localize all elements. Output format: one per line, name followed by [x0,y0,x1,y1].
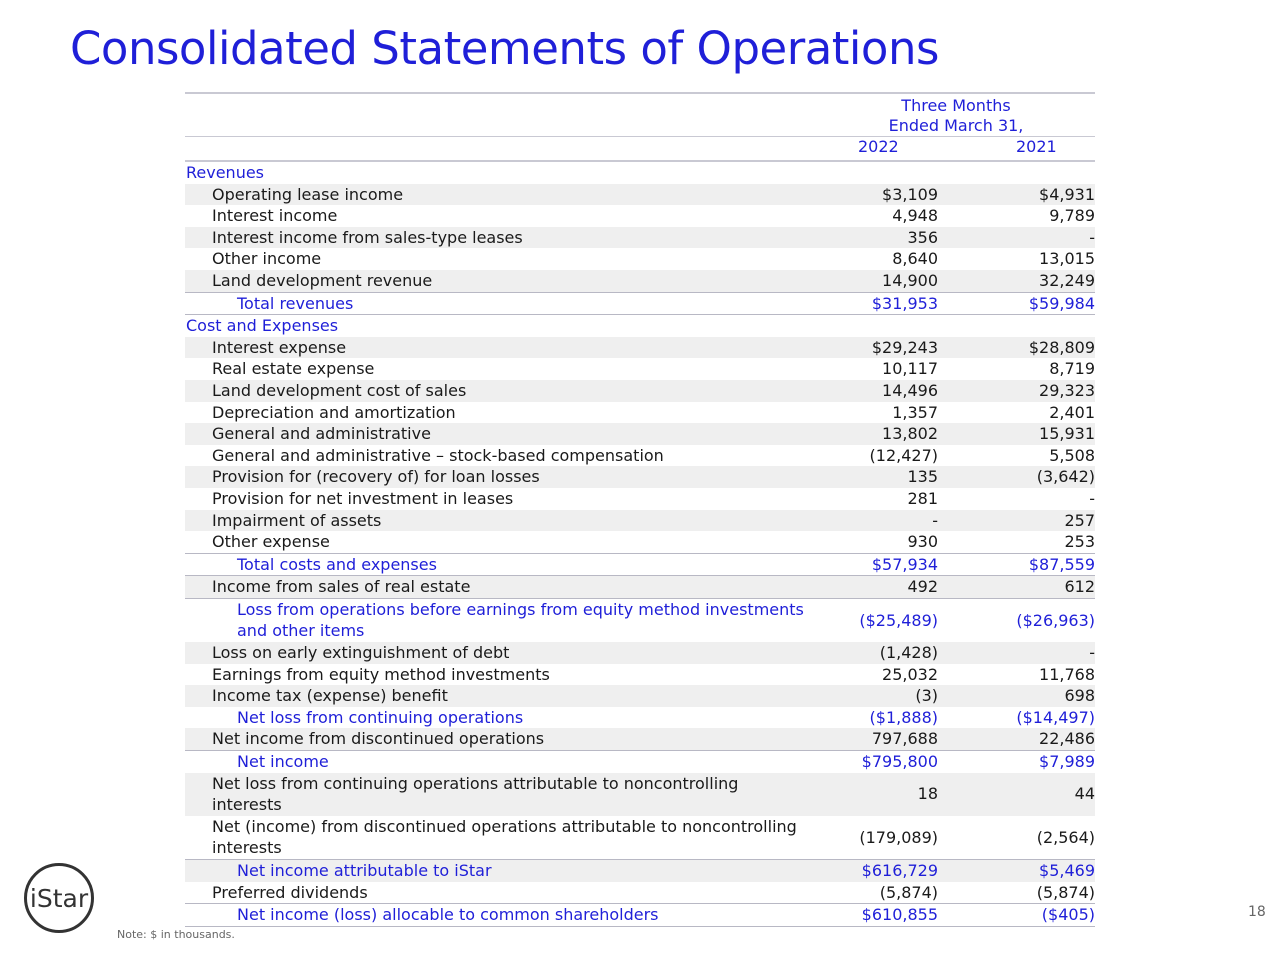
value-2021: 13,015 [1039,249,1095,269]
page-number: 18 [1248,904,1266,920]
value-2022: 356 [907,227,938,247]
value-2022: 281 [907,488,938,508]
value-2021: $59,984 [1028,293,1095,313]
row-label: Interest expense [212,337,347,357]
table-row [185,466,1095,488]
value-2021: - [1089,227,1095,247]
value-2022: 14,900 [882,270,938,290]
table-row [185,358,1095,380]
row-label: Impairment of assets [212,510,382,530]
value-2022: $616,729 [861,861,938,880]
row-label: Preferred dividends [212,882,368,902]
value-2021: 9,789 [1049,206,1095,226]
row-label: Revenues [186,163,265,182]
row-label: Net (income) from discontinued operations attributable to noncontrolling interests [212,816,797,858]
value-2021: 44 [1074,784,1095,804]
value-2022: (179,089) [859,827,938,847]
value-2021: 2,401 [1049,402,1095,422]
table-body [185,162,1095,927]
value-2021: 253 [1064,532,1095,552]
value-2021: $5,469 [1039,861,1095,880]
table-row [185,445,1095,467]
value-2021: 22,486 [1039,729,1095,749]
row-label: Net income [237,752,329,772]
table-row [185,773,1095,816]
table-row [185,205,1095,227]
value-2021: (3,642) [1036,467,1095,487]
page-title: Consolidated Statements of Operations [70,22,939,75]
period-label-line2: Ended March 31, [888,116,1024,135]
value-2021: 8,719 [1049,359,1095,379]
table-row [185,510,1095,532]
value-2021: 11,768 [1039,664,1095,684]
row-label: Net income from discontinued operations [212,729,545,749]
row-label: Income tax (expense) benefit [212,686,448,706]
value-2021: 257 [1064,510,1095,530]
row-label: Cost and Expenses [186,316,339,336]
value-2021: 32,249 [1039,270,1095,290]
value-2021: 612 [1064,577,1095,597]
table-row [185,162,1095,184]
value-2021: $7,989 [1039,752,1095,772]
row-label: Land development cost of sales [212,380,467,400]
value-2022: ($1,888) [869,707,938,727]
table-row [185,882,1095,904]
row-label: Net loss from continuing operations [237,707,524,727]
table-row [185,859,1095,882]
table-row [185,423,1095,445]
value-2022: (3) [915,686,938,706]
table-row [185,575,1095,598]
row-label: Interest income from sales-type leases [212,227,523,247]
row-label: Net loss from continuing operations attributable to noncontrolling interests [212,773,739,815]
table-row [185,248,1095,270]
value-2022: 14,496 [882,380,938,400]
value-2021: ($14,497) [1016,707,1095,727]
row-label: Other income [212,249,322,269]
value-2022: $57,934 [871,554,938,574]
row-label: General and administrative [212,424,431,444]
value-2021: 29,323 [1039,380,1095,400]
table-row [185,227,1095,249]
value-2022: $795,800 [861,752,938,772]
value-2021: 15,931 [1039,424,1095,444]
value-2021: 5,508 [1049,445,1095,465]
row-label: Loss on early extinguishment of debt [212,643,510,663]
table-row [185,270,1095,292]
value-2022: - [932,510,938,530]
year-2022-header: 2022 [858,137,899,156]
row-label: Real estate expense [212,359,375,379]
value-2022: 10,117 [882,359,938,379]
value-2021: (2,564) [1036,827,1095,847]
value-2021: - [1089,643,1095,663]
table-row [185,728,1095,750]
table-row [185,402,1095,424]
value-2022: 135 [907,467,938,487]
value-2022: 1,357 [892,402,938,422]
value-2022: ($25,489) [859,610,938,630]
row-label: Interest income [212,206,338,226]
value-2022: 492 [907,577,938,597]
table-row [185,664,1095,686]
period-label-line1: Three Months [901,96,1011,115]
table-row [185,184,1095,206]
value-2022: 4,948 [892,206,938,226]
value-2021: ($26,963) [1016,610,1095,630]
row-label: Total costs and expenses [237,554,437,574]
value-2022: (5,874) [879,882,938,902]
value-2021: $28,809 [1028,337,1095,357]
row-label: Other expense [212,532,330,552]
value-2021: - [1089,488,1095,508]
istar-logo: iStar [24,863,94,933]
value-2022: $3,109 [882,184,938,204]
value-2022: 930 [907,532,938,552]
table-row [185,685,1095,707]
value-2022: 8,640 [892,249,938,269]
statement-table [185,92,1095,927]
value-2022: 25,032 [882,664,938,684]
value-2022: (1,428) [879,643,938,663]
row-label: Land development revenue [212,270,433,290]
row-label: Depreciation and amortization [212,402,456,422]
table-row [185,816,1095,859]
table-row [185,553,1095,576]
value-2021: $4,931 [1039,184,1095,204]
year-2021-header: 2021 [1016,137,1057,156]
row-label: Net income (loss) allocable to common shareholders [237,905,659,925]
value-2021: (5,874) [1036,882,1095,902]
table-row [185,642,1095,664]
row-label: Total revenues [237,293,354,313]
row-label: General and administrative – stock-based compensation [212,445,664,465]
row-label: Provision for net investment in leases [212,488,514,508]
table-row [185,903,1095,927]
table-row [185,380,1095,402]
table-row [185,314,1095,337]
table-row [185,337,1095,359]
header-divider [185,136,1095,137]
value-2022: 797,688 [871,729,938,749]
value-2021: 698 [1064,686,1095,706]
table-row [185,531,1095,553]
row-label: Operating lease income [212,184,404,204]
value-2022: $31,953 [871,293,938,313]
value-2022: $29,243 [871,337,938,357]
value-2022: 18 [917,784,938,804]
value-2021: ($405) [1041,905,1095,925]
value-2022: 13,802 [882,424,938,444]
row-label: Earnings from equity method investments [212,664,550,684]
table-row [185,488,1095,510]
row-label: Provision for (recovery of) for loan losses [212,467,540,487]
row-label: Income from sales of real estate [212,577,471,597]
value-2021: $87,559 [1028,554,1095,574]
table-header [185,92,1095,162]
row-label: Net income attributable to iStar [237,861,492,880]
table-row [185,750,1095,773]
row-label: Loss from operations before earnings from equity method investments and other items [237,599,804,641]
table-row [185,292,1095,315]
value-2022: $610,855 [861,905,938,925]
value-2022: (12,427) [869,445,938,465]
footnote: Note: $ in thousands. [117,928,235,941]
table-row [185,598,1095,642]
table-row [185,707,1095,729]
